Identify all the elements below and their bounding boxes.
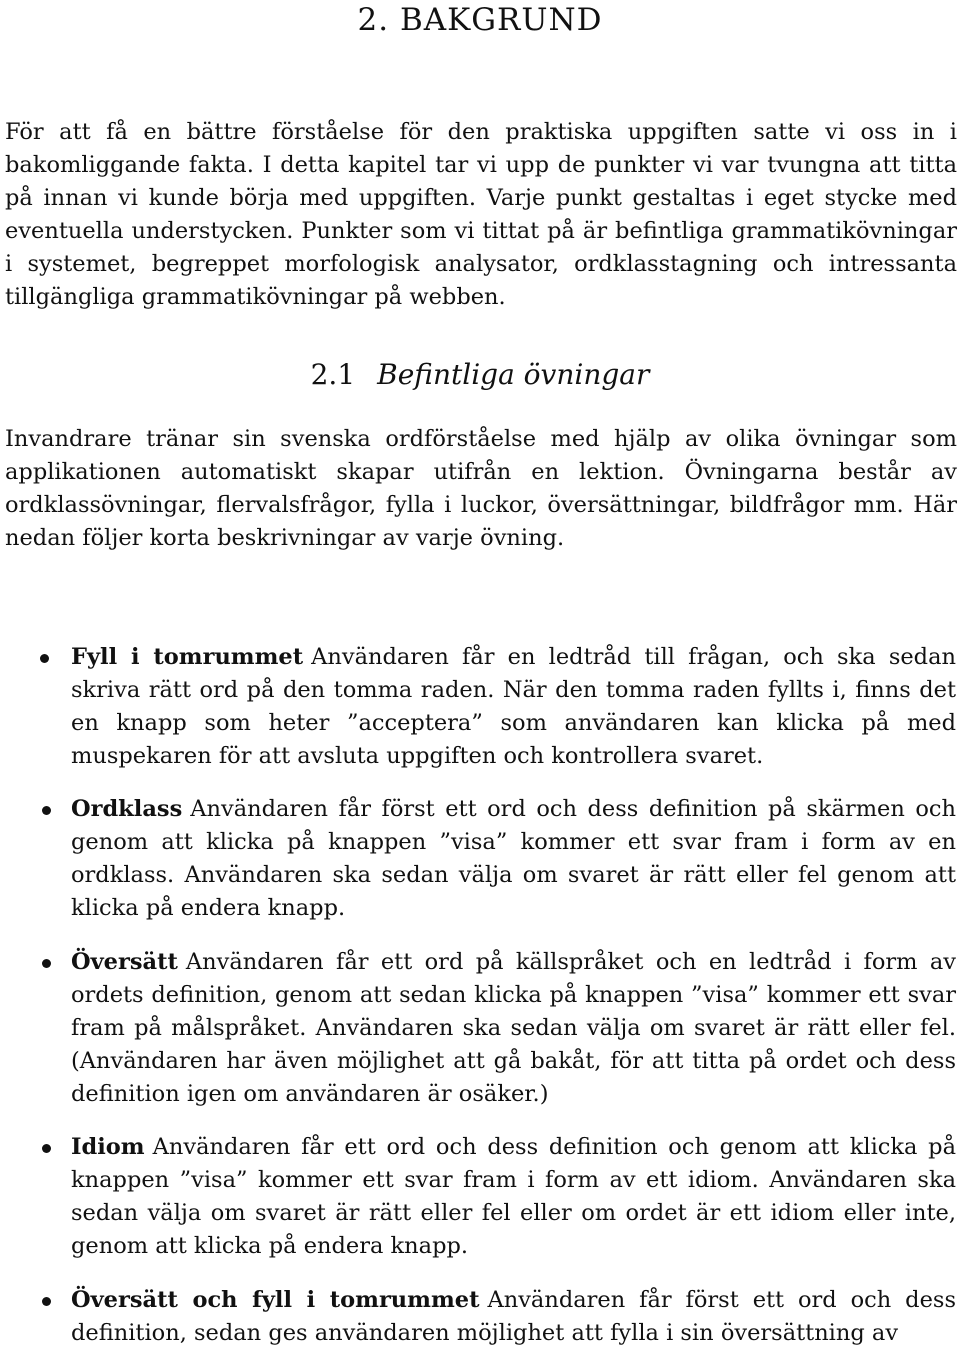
exercise-description: Användaren får först ett ord och dess definition på skärmen och genom att klicka på knappen ”visa” kommer ett svar fram i form av en ordklass. Användaren ska sedan välja om svaret är rätt eller fel genom att klicka på endera knapp. — [71, 796, 956, 921]
list-item — [32, 641, 956, 773]
section-title: Befintliga övningar — [377, 358, 650, 391]
section-heading — [0, 358, 960, 391]
section-body-paragraph: Invandrare tränar sin svenska ordförståelse med hjälp av olika övningar som applikationen automatiskt skapar utifrån en lektion. Övningarna består av ordklassövningar, flervalsfrågor, fylla i luckor, översättningar, bildfrågor mm. Här nedan följer korta beskrivningar av varje övning. — [5, 426, 957, 551]
list-item — [32, 1284, 956, 1350]
exercise-description: Användaren får en ledtråd till frågan, och ska sedan skriva rätt ord på den tomma raden. När den tomma raden fyllts i, finns det en knapp som heter ”acceptera” som användaren kan klicka på med muspekaren för att avsluta uppgiften och kontrollera svaret. — [71, 644, 956, 769]
exercise-term: Översätt och fyll i tomrummet — [71, 1287, 480, 1313]
exercise-term: Fyll i tomrummet — [71, 644, 304, 670]
section-number: 2.1 — [310, 358, 356, 391]
intro-paragraph: För att få en bättre förståelse för den praktiska uppgiften satte vi oss in i bakomliggande fakta. I detta kapitel tar vi upp de punkter vi var tvungna att titta på innan vi kunde börja med uppgiften. Varje punkt gestaltas i eget stycke med eventuella understycken. Punkter som vi tittat på är befintliga grammatikövningar i systemet, begreppet morfologisk analysator, ordklasstagning och intressanta tillgängliga grammatikövningar på webben. — [5, 119, 957, 310]
exercise-term: Översätt — [71, 949, 178, 975]
list-item — [32, 946, 956, 1111]
bullet-icon — [40, 654, 49, 663]
bullet-icon — [42, 959, 51, 968]
exercise-description: Användaren får ett ord och dess definition och genom att klicka på knappen ”visa” kommer ett svar fram i form av ett idiom. Användaren ska sedan välja om svaret är rätt eller fel eller om ordet är ett idiom eller inte, genom att klicka på endera knapp. — [71, 1134, 956, 1259]
bullet-icon — [42, 806, 51, 815]
bullet-icon — [42, 1297, 51, 1306]
list-item — [32, 1131, 956, 1263]
chapter-title: 2. BAKGRUND — [357, 2, 603, 38]
exercise-term: Idiom — [71, 1134, 145, 1160]
exercise-description: Användaren får först ett ord och dess definition, sedan ges användaren möjlighet att fylla i sin översättning av — [71, 1287, 956, 1346]
exercise-term: Ordklass — [71, 796, 183, 822]
bullet-icon — [42, 1144, 51, 1153]
list-item — [32, 793, 956, 925]
exercise-description: Användaren får ett ord på källspråket och en ledtråd i form av ordets definition, genom att sedan klicka på knappen ”visa” kommer ett svar fram på målspråket. Användaren ska sedan välja om svaret är rätt eller fel. (Användaren har även möjlighet att gå bakåt, för att titta på ordet och dess definition igen om användaren är osäker.) — [71, 949, 956, 1107]
